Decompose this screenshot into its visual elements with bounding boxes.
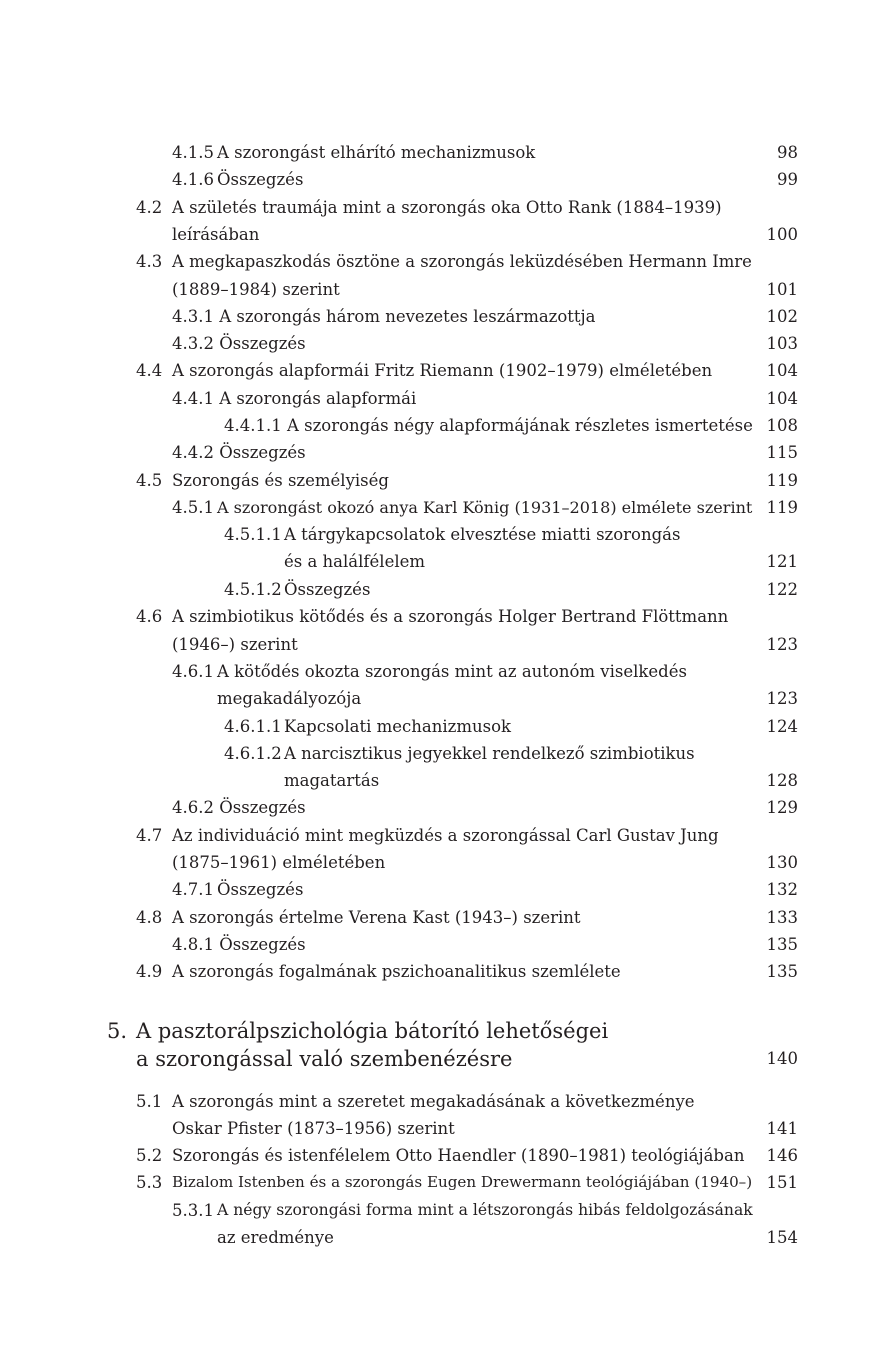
entry-title: az eredménye (217, 1228, 334, 1247)
toc-entry (0, 330, 886, 357)
entry-page: 132 (766, 880, 798, 899)
entry-title: A szorongás értelme Verena Kast (1943–) szerint (172, 908, 581, 927)
entry-page: 128 (766, 771, 798, 790)
entry-title: Összegzés (217, 880, 304, 899)
entry-title: A szorongás fogalmának pszichoanalitikus szemlélete (172, 962, 621, 981)
entry-page: 124 (766, 717, 798, 736)
entry-number: 5.2 (136, 1146, 163, 1165)
entry-page: 122 (766, 580, 798, 599)
chapter-title-line2: a szorongással való szembenézésre (136, 1047, 513, 1071)
entry-title: A kötődés okozta szorongás mint az autonóm viselkedés (217, 662, 687, 681)
entry-page: 133 (766, 908, 798, 927)
chapter-heading (0, 1017, 886, 1045)
entry-title: 4.4.2 Összegzés (172, 443, 306, 462)
toc-entry (0, 1197, 886, 1224)
toc-entry (0, 740, 886, 767)
toc-entry (0, 603, 886, 630)
entry-number: 5.1 (136, 1092, 163, 1111)
entry-page: 135 (766, 935, 798, 954)
entry-title: A szimbiotikus kötődés és a szorongás Holger Bertrand Flöttmann (172, 607, 729, 626)
toc-entry-continuation (0, 849, 886, 876)
entry-number: 4.5.1.1 (224, 525, 282, 544)
entry-number: 4.6.1.1 (224, 717, 282, 736)
entry-title: 4.4.1 A szorongás alapformái (172, 389, 417, 408)
entry-page: 146 (766, 1146, 798, 1165)
entry-title: A megkapaszkodás ösztöne a szorongás leküzdésében Hermann Imre (172, 252, 752, 271)
entry-number: 4.6 (136, 607, 163, 626)
entry-title: Oskar Pfister (1873–1956) szerint (172, 1119, 455, 1138)
entry-page: 121 (766, 552, 798, 571)
entry-page: 104 (766, 389, 798, 408)
entry-number: 4.4 (136, 361, 163, 380)
toc-entry (0, 1088, 886, 1115)
entry-title: A születés traumája mint a szorongás oka Otto Rank (1884–1939) (172, 198, 722, 217)
entry-title: A narcisztikus jegyekkel rendelkező szimbiotikus (284, 744, 695, 763)
toc-entry (0, 904, 886, 931)
toc-entry-continuation (0, 685, 886, 712)
entry-title: 4.4.1.1 A szorongás négy alapformájának részletes ismertetése (224, 416, 753, 435)
entry-title: A szorongást elhárító mechanizmusok (217, 143, 536, 162)
entry-page: 119 (766, 471, 798, 490)
entry-page: 115 (766, 443, 798, 462)
toc-entry (0, 139, 886, 166)
toc-entry-continuation (0, 631, 886, 658)
chapter-heading-continuation (0, 1045, 886, 1073)
entry-title: Bizalom Istenben és a szorongás Eugen Drewermann teológiájában (1940–) (172, 1173, 753, 1191)
toc-entry (0, 303, 886, 330)
entry-number: 4.9 (136, 962, 163, 981)
toc-entry (0, 521, 886, 548)
entry-title: A szorongás alapformái Fritz Riemann (1902–1979) elméletében (172, 361, 713, 380)
toc-entry (0, 1142, 886, 1169)
entry-title: (1946–) szerint (172, 635, 298, 654)
toc-entry (0, 439, 886, 466)
toc-entry (0, 385, 886, 412)
entry-page: 119 (766, 498, 798, 517)
entry-title: leírásában (172, 225, 260, 244)
entry-title: és a halálfélelem (284, 552, 426, 571)
entry-number: 4.6.1 (172, 662, 214, 681)
entry-number: 5.3 (136, 1173, 163, 1192)
entry-title: Szorongás és istenfélelem Otto Haendler (1890–1981) teológiájában (172, 1146, 745, 1165)
entry-title: A négy szorongási forma mint a létszorongás hibás feldolgozásának (217, 1201, 753, 1219)
entry-title: 4.6.2 Összegzés (172, 798, 306, 817)
entry-number: 4.7.1 (172, 880, 214, 899)
entry-number: 4.5.1 (172, 498, 214, 517)
toc-entry (0, 194, 886, 221)
toc-entry (0, 794, 886, 821)
entry-title: 4.3.2 Összegzés (172, 334, 306, 353)
entry-title: megakadályozója (217, 689, 362, 708)
toc-entry (0, 958, 886, 985)
entry-page: 108 (766, 416, 798, 435)
toc-entry-continuation (0, 1224, 886, 1251)
entry-title: A szorongás mint a szeretet megakadásának a következménye (172, 1092, 695, 1111)
entry-title: 4.3.1 A szorongás három nevezetes leszármazottja (172, 307, 596, 326)
toc-entry (0, 248, 886, 275)
entry-page: 99 (777, 170, 798, 189)
toc-entry (0, 931, 886, 958)
entry-title: Az individuáció mint megküzdés a szorongással Carl Gustav Jung (172, 826, 719, 845)
entry-number: 4.5 (136, 471, 163, 490)
toc-entry (0, 576, 886, 603)
entry-page: 101 (766, 280, 798, 299)
entry-number: 4.8 (136, 908, 163, 927)
entry-page: 130 (766, 853, 798, 872)
toc-entry-continuation (0, 221, 886, 248)
entry-page: 100 (766, 225, 798, 244)
entry-title: Összegzés (217, 170, 304, 189)
toc-entry (0, 412, 886, 439)
toc-entry (0, 357, 886, 384)
entry-number: 4.5.1.2 (224, 580, 282, 599)
entry-number: 4.3 (136, 252, 163, 271)
entry-title: (1875–1961) elméletében (172, 853, 386, 872)
entry-title: 4.8.1 Összegzés (172, 935, 306, 954)
entry-page: 102 (766, 307, 798, 326)
entry-number: 4.1.6 (172, 170, 214, 189)
entry-number: 4.1.5 (172, 143, 214, 162)
entry-page: 123 (766, 689, 798, 708)
chapter-number: 5. (107, 1019, 128, 1043)
entry-number: 4.2 (136, 198, 163, 217)
toc-entry (0, 166, 886, 193)
entry-number: 4.7 (136, 826, 163, 845)
entry-title: magatartás (284, 771, 380, 790)
entry-page: 104 (766, 361, 798, 380)
toc-entry-continuation (0, 1115, 886, 1142)
entry-page: 151 (766, 1173, 798, 1192)
toc-entry (0, 713, 886, 740)
toc-entry-continuation (0, 276, 886, 303)
entry-title: Összegzés (284, 580, 371, 599)
entry-page: 141 (766, 1119, 798, 1138)
entry-number: 5.3.1 (172, 1201, 214, 1220)
entry-page: 154 (766, 1228, 798, 1247)
chapter-title-line1: A pasztorálpszichológia bátorító lehetőségei (136, 1019, 609, 1043)
toc-entry (0, 494, 886, 521)
entry-title: Kapcsolati mechanizmusok (284, 717, 512, 736)
entry-title: A tárgykapcsolatok elvesztése miatti szorongás (284, 525, 681, 544)
toc-entry-continuation (0, 548, 886, 575)
toc-entry (0, 822, 886, 849)
entry-page: 129 (766, 798, 798, 817)
entry-number: 4.6.1.2 (224, 744, 282, 763)
toc-entry (0, 467, 886, 494)
chapter-page: 140 (766, 1049, 798, 1068)
toc-entry (0, 658, 886, 685)
entry-page: 98 (777, 143, 798, 162)
entry-title: (1889–1984) szerint (172, 280, 340, 299)
entry-page: 123 (766, 635, 798, 654)
toc-entry (0, 876, 886, 903)
entry-page: 103 (766, 334, 798, 353)
toc-entry (0, 1169, 886, 1196)
entry-title: Szorongás és személyiség (172, 471, 389, 490)
entry-title: A szorongást okozó anya Karl König (1931–2018) elmélete szerint (217, 498, 753, 517)
toc-entry-continuation (0, 767, 886, 794)
entry-page: 135 (766, 962, 798, 981)
